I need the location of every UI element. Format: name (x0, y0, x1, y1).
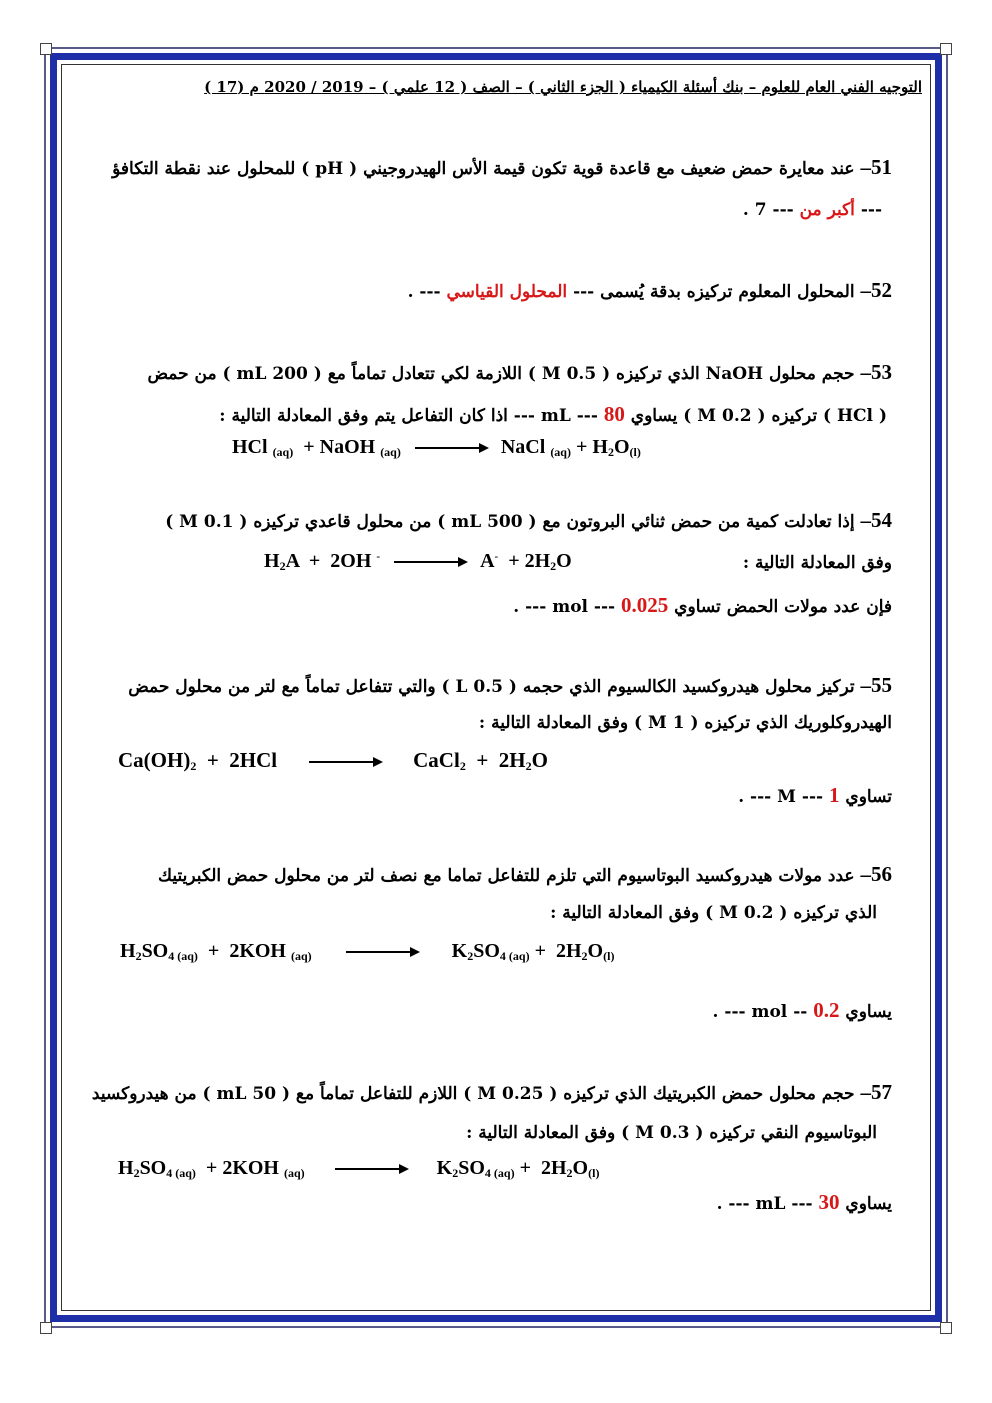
corner-ornament (40, 43, 52, 55)
corner-ornament (940, 43, 952, 55)
question-54-line3 (513, 593, 892, 618)
answer: 80 (603, 402, 625, 426)
corner-ornament (40, 1322, 52, 1334)
blank-dashes: --- . (513, 597, 547, 617)
equation-55: $Ca(OH)_2 + 2HCl$ CaCl$_2$ + $2H_2O$ (118, 748, 548, 773)
reaction-arrow-icon (309, 761, 381, 763)
question-number: 51– (860, 155, 892, 179)
blank-dashes: --- . (738, 787, 772, 807)
question-text: تركيز محلول هيدروكسيد الكالسيوم الذي حجمه ( 0.5 L ) والتي تتفاعل تماماً مع لتر من محلول حمض (128, 677, 855, 697)
page-header: التوجيه الفني العام للعلوم – بنك أسئلة الكيمياء ( الجزء الثاني ) – الصف ( 12 علمي ) – 2019 / 2020 م (17 ) (204, 78, 922, 96)
reaction-arrow-icon (346, 951, 418, 953)
question-text: فإن عدد مولات الحمض تساوي mol --- (552, 597, 892, 617)
question-57 (92, 1080, 892, 1105)
question-51-answer-line (743, 200, 882, 220)
question-number: 56– (860, 862, 892, 886)
question-text: إذا تعادلت كمية من حمض ثنائي البروتون مع ( 500 mL ) من محلول قاعدي تركيزه ( 0.1 M ) (165, 512, 855, 532)
reaction-arrow-icon (335, 1168, 407, 1170)
answer: 1 (828, 783, 840, 807)
equation-54: $H_2A + 2OH$ - $A^- + 2H_2O$ (264, 550, 572, 573)
question-54-line2 (743, 553, 892, 573)
question-53 (147, 360, 892, 385)
question-56-line2 (550, 903, 877, 923)
blank-dashes: --- . (407, 282, 441, 302)
question-number: 54– (860, 508, 892, 532)
question-text: عدد مولات هيدروكسيد البوتاسيوم التي تلزم للتفاعل تماما مع نصف لتر من محلول حمض الكبريتيك (158, 866, 855, 886)
answer: 0.025 (621, 593, 669, 617)
question-51 (112, 155, 892, 180)
reaction-arrow-icon (394, 561, 466, 563)
question-text: حجم محلول حمض الكبريتيك الذي تركيزه ( 0.25 M ) اللازم للتفاعل تماماً مع ( 50 mL ) من هيدروكسيد (91, 1084, 855, 1104)
blank-dashes: --- . (716, 1194, 750, 1214)
question-54 (165, 508, 892, 533)
blank-dashes: --- (860, 200, 882, 220)
question-text: الذي تركيزه ( 0.2 M ) وفق المعادلة التالية : (550, 903, 877, 923)
question-number: 52– (860, 278, 892, 302)
question-number: 57– (860, 1080, 892, 1104)
question-text: وفق المعادلة التالية : (742, 553, 892, 573)
question-55-line3 (738, 783, 892, 808)
equation-56: $H_2SO_{4 (aq)} + 2KOH$ $_{(aq)}$ $K_2SO_{4 (aq)} + 2H_2O_{(l)}$ (120, 940, 615, 963)
question-56-line3 (713, 998, 892, 1023)
equation-53: HCl $_{(aq)}$ + NaOH $_{(aq)}$ NaCl $_{(aq)} + H_2O_{(l)}$ (232, 436, 641, 459)
question-57-line3 (717, 1190, 892, 1215)
answer: المحلول القياسي (446, 282, 568, 302)
reaction-arrow-icon (415, 447, 487, 449)
question-number: 53– (860, 360, 892, 384)
question-text: يساوي mL --- (755, 1194, 892, 1214)
question-text: تساوي M --- (777, 787, 892, 807)
question-55-line2 (479, 713, 892, 733)
question-number: 55– (860, 673, 892, 697)
equation-57: $H_2SO_{4 (aq)} + 2KOH$ $_{(aq)}$ $K_2SO_{4 (aq)} + 2H_2O_{(l)}$ (118, 1157, 600, 1180)
question-52 (408, 278, 892, 303)
question-55 (128, 673, 892, 698)
corner-ornament (940, 1322, 952, 1334)
question-text: البوتاسيوم النقي تركيزه ( 0.3 M ) وفق المعادلة التالية : (466, 1123, 877, 1143)
question-text: يساوي mol -- (751, 1002, 892, 1022)
question-text: عند معايرة حمض ضعيف مع قاعدة قوية تكون قيمة الأس الهيدروجيني ( pH ) للمحلول عند نقطة التكافؤ (112, 159, 855, 179)
answer: 0.2 (813, 998, 840, 1022)
answer: 30 (818, 1190, 840, 1214)
question-56 (158, 862, 892, 887)
question-text: ( HCl ) تركيزه ( 0.2 M ) يساوي mL --- (540, 406, 887, 426)
question-text: حجم محلول NaOH الذي تركيزه ( 0.5 M ) اللازمة لكي تتعادل تماماً مع ( 200 mL ) من حمض (147, 364, 855, 384)
question-text: --- اذا كان التفاعل يتم وفق المعادلة التالية : (219, 406, 535, 426)
blank-dashes: --- . (712, 1002, 746, 1022)
blank-dashes: --- 7 . (742, 200, 794, 220)
question-57-line2 (466, 1123, 877, 1143)
question-53-line2 (219, 402, 887, 427)
question-text: الهيدروكلوريك الذي تركيزه ( 1 M ) وفق المعادلة التالية : (478, 713, 892, 733)
question-text: المحلول المعلوم تركيزه بدقة يُسمى --- (573, 282, 855, 302)
answer: أكبر من (799, 200, 855, 220)
